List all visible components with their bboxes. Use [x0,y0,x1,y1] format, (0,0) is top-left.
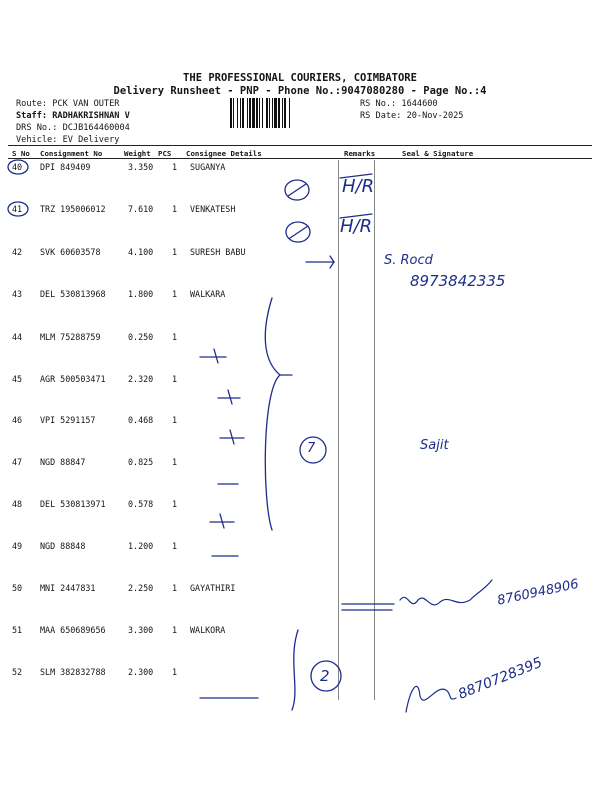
row-consignee: WALKARA [190,289,226,299]
signature-row-42: S. Rocd [384,253,433,268]
col-remarks: Remarks [344,149,376,158]
row-pcs: 1 [172,583,178,593]
phone-row-42: 8973842335 [410,272,506,290]
signature-row-52 [406,686,456,712]
row-consignment: MAA 650689656 [40,625,106,635]
row-sno: 47 [12,457,23,467]
row-weight: 1.200 [128,541,154,551]
col-pcs: PCS [158,149,172,158]
row-sno: 49 [12,541,23,551]
row-sno: 50 [12,583,23,593]
row-consignment: DPI 849409 [40,162,91,172]
row-sno: 42 [12,247,23,257]
col-consignee: Consignee Details [186,149,262,158]
route-label: Route: PCK VAN OUTER [16,99,120,109]
circle-label-47: 7 [307,441,316,456]
row-consignee: WALKORA [190,625,226,635]
row-pcs: 1 [172,247,178,257]
row-consignee: SUGANYA [190,162,226,172]
row-pcs: 1 [172,162,178,172]
row-sno: 44 [12,332,23,342]
row-pcs: 1 [172,625,178,635]
runsheet-subtitle: Delivery Runsheet - PNP - Phone No.:9047080280 - Page No.:4 [113,85,487,97]
row-consignment: SVK 60603578 [40,247,101,257]
row-consignment: NGD 88847 [40,457,86,467]
row-pcs: 1 [172,374,178,384]
row-weight: 0.468 [128,415,154,425]
row-consignment: SLM 382832788 [40,667,106,677]
row-pcs: 1 [172,457,178,467]
row-pcs: 1 [172,667,178,677]
row-pcs: 1 [172,415,178,425]
row-weight: 3.350 [128,162,154,172]
drs-number: DRS No.: DCJB164460004 [16,123,130,133]
vehicle-label: Vehicle: EV Delivery [16,135,120,145]
phone-row-50: 8760948906 [496,576,581,609]
row-weight: 3.300 [128,625,154,635]
row-weight: 0.825 [128,457,154,467]
row-consignment: DEL 530813971 [40,499,106,509]
row-consignment: AGR 500503471 [40,374,106,384]
row-pcs: 1 [172,499,178,509]
row-pcs: 1 [172,541,178,551]
rs-number: RS No.: 1644600 [360,99,438,109]
row-sno: 48 [12,499,23,509]
row-weight: 0.250 [128,332,154,342]
row-consignee: VENKATESH [190,204,236,214]
row-sno: 52 [12,667,23,677]
rs-date: RS Date: 20-Nov-2025 [360,111,464,121]
remark-hr-40: H/R [342,176,375,197]
row-weight: 7.610 [128,204,154,214]
row-weight: 1.800 [128,289,154,299]
signature-row-50 [400,580,492,605]
row-weight: 2.320 [128,374,154,384]
circle-label-52: 2 [320,667,330,685]
remark-hr-41: H/R [340,216,373,237]
row-weight: 2.300 [128,667,154,677]
phone-row-52: 8870728395 [456,654,545,703]
signature-row-47: Sajit [420,438,449,453]
row-consignment: NGD 88848 [40,541,86,551]
row-consignee: GAYATHIRI [190,583,236,593]
row-sno: 41 [12,204,23,214]
row-consignment: MLM 75288759 [40,332,101,342]
row-consignment: MNI 2447831 [40,583,96,593]
row-sno: 45 [12,374,23,384]
row-weight: 2.250 [128,583,154,593]
col-seal: Seal & Signature [402,149,474,158]
row-sno: 51 [12,625,23,635]
col-sno: S No [12,149,30,158]
company-title: THE PROFESSIONAL COURIERS, COIMBATORE [183,72,417,84]
row-pcs: 1 [172,289,178,299]
row-consignment: VPI 5291157 [40,415,96,425]
col-consignment: Consignment No [40,149,103,158]
staff-label: Staff: RADHAKRISHNAN V [16,111,130,121]
row-consignment: DEL 530813968 [40,289,106,299]
row-pcs: 1 [172,204,178,214]
row-sno: 46 [12,415,23,425]
row-consignee: SURESH BABU [190,247,246,257]
row-sno: 43 [12,289,23,299]
row-weight: 4.100 [128,247,154,257]
col-weight: Weight [124,149,151,158]
row-pcs: 1 [172,332,178,342]
row-sno: 40 [12,162,23,172]
row-weight: 0.578 [128,499,154,509]
row-consignment: TRZ 195006012 [40,204,106,214]
